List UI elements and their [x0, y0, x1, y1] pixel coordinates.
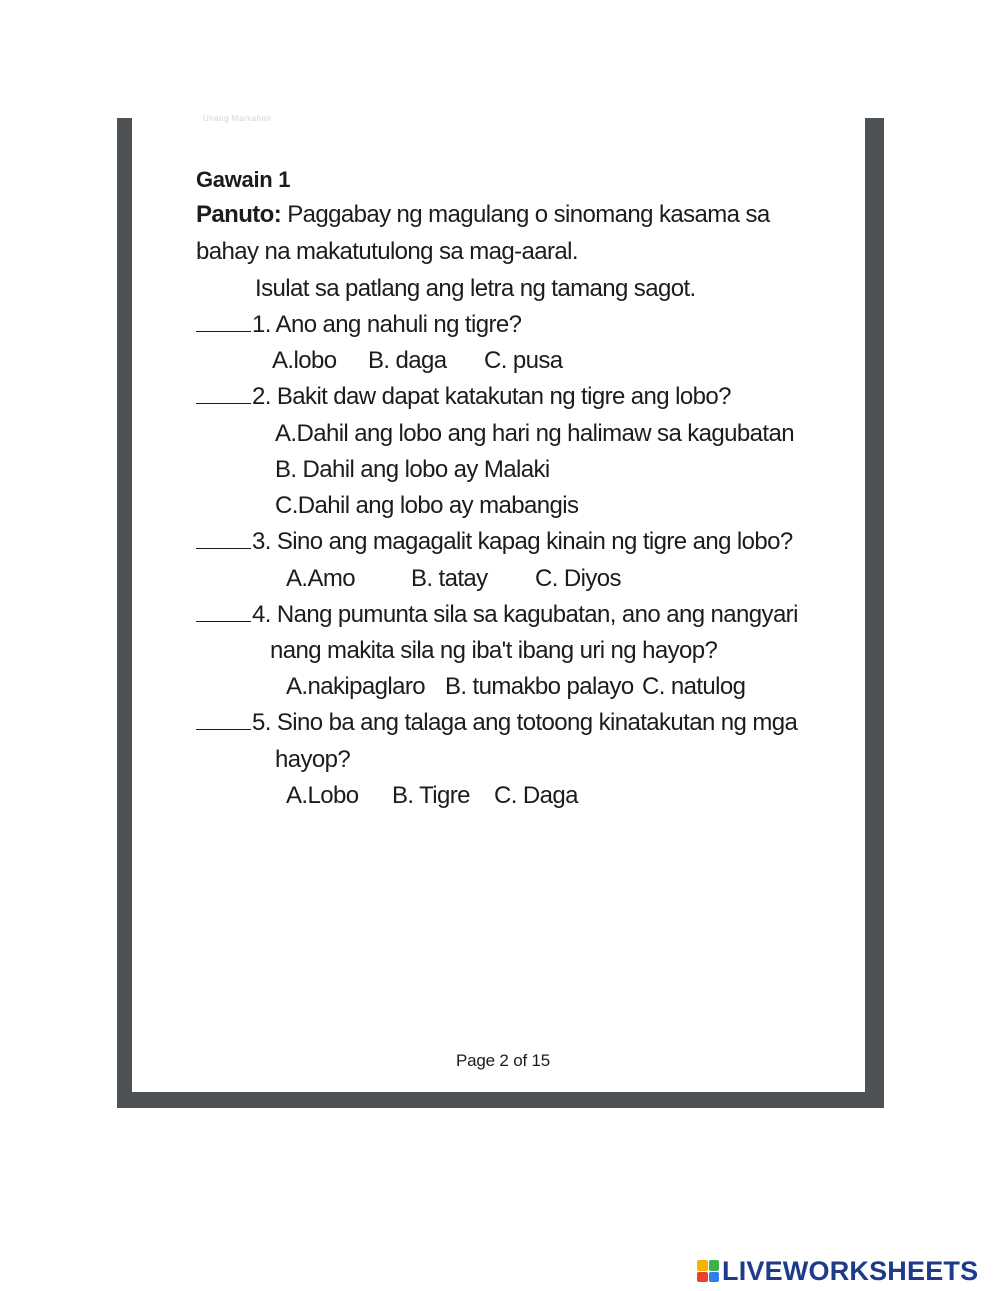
- option-4b: B. tumakbo palayo: [445, 673, 634, 700]
- logo-square-yellow: [697, 1260, 708, 1271]
- option-3c: C. Diyos: [535, 565, 621, 592]
- question-4-text-cont: nang makita sila ng iba't ibang uri ng hayop?: [270, 637, 718, 664]
- option-4c: C. natulog: [642, 673, 746, 700]
- answer-blank-4[interactable]: [196, 621, 251, 622]
- question-2: [196, 385, 731, 409]
- answer-blank-3[interactable]: [196, 548, 251, 549]
- question-2-text: 2. Bakit daw dapat katakutan ng tigre ang lobo?: [252, 383, 731, 410]
- question-5-options: [286, 784, 578, 808]
- faint-header: Unang Markahan: [203, 114, 272, 123]
- question-3-options: [286, 567, 621, 591]
- question-1-options: [272, 349, 563, 373]
- question-4: [196, 603, 798, 627]
- option-5b: B. Tigre: [392, 782, 470, 809]
- option-2c: C.Dahil ang lobo ay mabangis: [275, 492, 579, 519]
- worksheet-title: Gawain 1: [196, 167, 291, 192]
- question-3-text: 3. Sino ang magagalit kapag kinain ng tigre ang lobo?: [252, 528, 793, 555]
- question-1: [196, 313, 521, 337]
- instruction-line-1: [196, 203, 770, 227]
- instruction-line-2: bahay na makatutulong sa mag-aaral.: [196, 238, 578, 265]
- question-5-text: 5. Sino ba ang talaga ang totoong kinatakutan ng mga: [252, 709, 798, 736]
- page-number: Page 2 of 15: [456, 1051, 551, 1070]
- question-4-text: 4. Nang pumunta sila sa kagubatan, ano ang nangyari: [252, 601, 798, 628]
- brand-text: LIVEWORKSHEETS: [722, 1255, 979, 1286]
- option-1c: C. pusa: [484, 347, 563, 374]
- instruction-label: Panuto:: [196, 201, 282, 228]
- option-3a: A.Amo: [286, 565, 356, 592]
- option-2b: B. Dahil ang lobo ay Malaki: [275, 456, 550, 483]
- logo-square-red: [697, 1272, 708, 1283]
- answer-blank-5[interactable]: [196, 729, 251, 730]
- instruction-text-1: Paggabay ng magulang o sinomang kasama sa: [281, 201, 770, 228]
- option-3b: B. tatay: [411, 565, 488, 592]
- liveworksheets-logo-icon: [697, 1260, 719, 1282]
- question-1-text: 1. Ano ang nahuli ng tigre?: [252, 311, 522, 338]
- option-1b: B. daga: [368, 347, 447, 374]
- logo-square-green: [709, 1260, 720, 1271]
- option-5a: A.Lobo: [286, 782, 359, 809]
- answer-blank-1[interactable]: [196, 331, 251, 332]
- question-5-text-cont: hayop?: [275, 746, 351, 773]
- option-5c: C. Daga: [494, 782, 578, 809]
- option-1a: A.lobo: [272, 347, 337, 374]
- logo-square-blue: [709, 1272, 720, 1283]
- question-5: [196, 711, 797, 735]
- option-4a: A.nakipaglaro: [286, 673, 425, 700]
- question-4-options: [286, 675, 745, 699]
- option-2a: A.Dahil ang lobo ang hari ng halimaw sa kagubatan: [275, 420, 794, 447]
- answer-blank-2[interactable]: [196, 403, 251, 404]
- liveworksheets-brand[interactable]: [697, 1255, 979, 1286]
- instruction-line-3: Isulat sa patlang ang letra ng tamang sagot.: [255, 275, 696, 302]
- question-3: [196, 530, 793, 554]
